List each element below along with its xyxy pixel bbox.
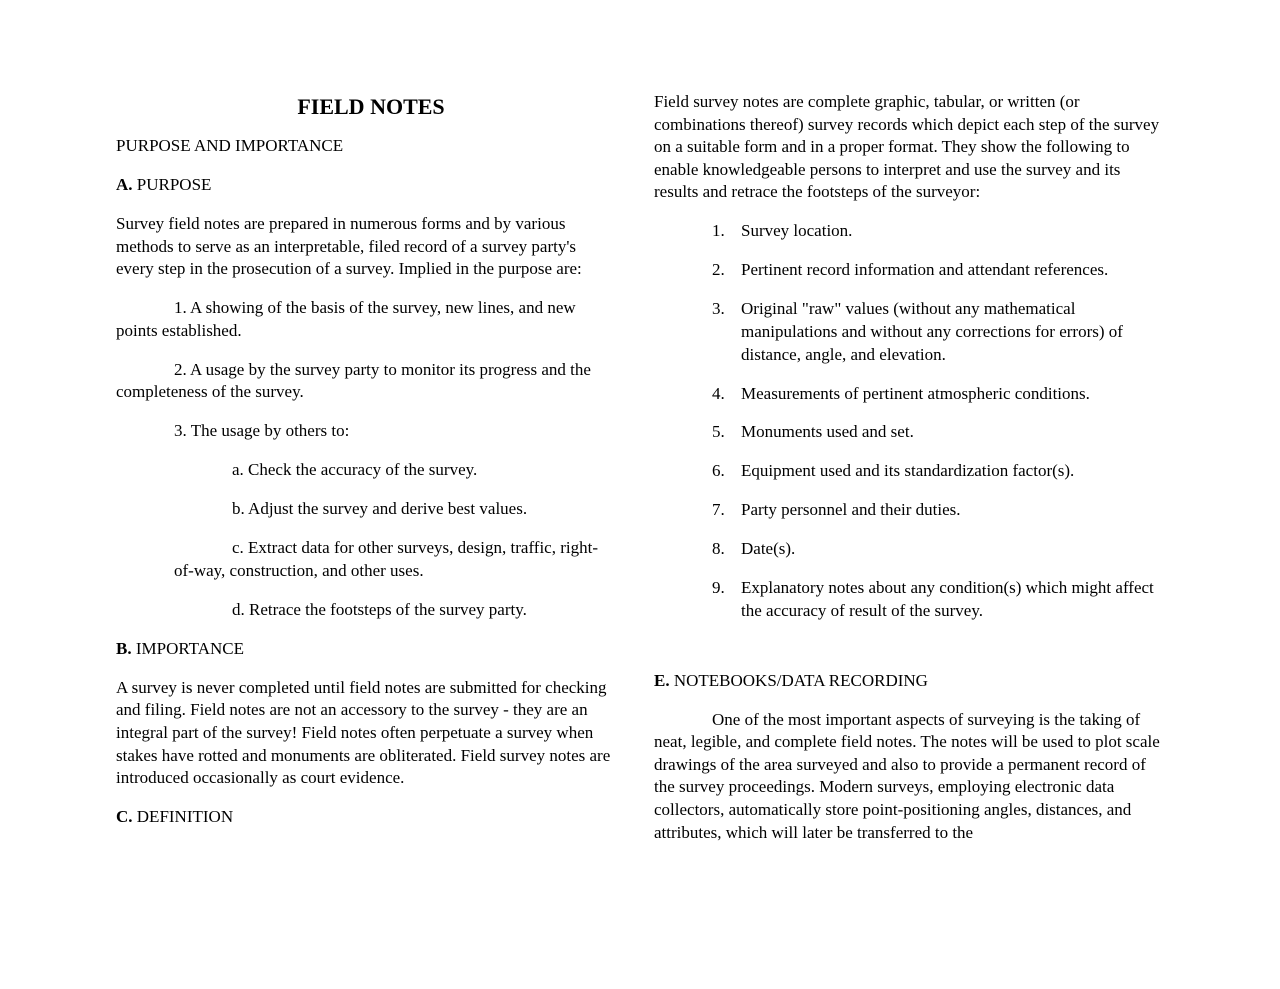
section-b-heading-text: IMPORTANCE [135,638,244,658]
section-a-letter: A. [116,174,133,194]
list-item-text: Pertinent record information and attendant references. [741,260,1109,280]
section-e-heading-text: NOTEBOOKS/DATA RECORDING [673,670,928,690]
list-item [654,259,1162,282]
list-item [654,298,1162,366]
purpose-and-importance-heading: PURPOSE AND IMPORTANCE [116,136,344,155]
purpose-subitem-b: b. Adjust the survey and derive best values. [232,499,528,519]
list-item-text: Survey location. [741,221,853,241]
section-c-letter: C. [116,807,133,827]
list-item [654,499,1162,522]
list-item-number: 8. [712,539,725,559]
purpose-item-2: 2. A usage by the survey party to monitor its progress and the completeness of the survey. [116,359,591,402]
section-a-heading-text: PURPOSE [136,174,212,194]
list-item-number: 5. [712,422,725,442]
section-b-letter: B. [116,638,132,658]
list-item [654,220,1162,243]
left-column [116,91,616,829]
list-item-text: Equipment used and its standardization factor(s). [741,461,1075,481]
list-item-text: Measurements of pertinent atmospheric conditions. [741,383,1090,403]
section-c-heading-text: DEFINITION [136,807,234,827]
list-item [654,538,1162,561]
list-item-text: Monuments used and set. [741,422,914,442]
purpose-subitem-c: c. Extract data for other surveys, design, traffic, right-of-way, construction, and other uses. [174,538,598,580]
section-a-heading [116,174,616,197]
list-item-number: 1. [712,221,725,241]
list-item [654,421,1162,444]
field-notes-contents-list [654,220,1162,622]
list-item-number: 9. [712,578,725,598]
importance-paragraph: A survey is never completed until field notes are submitted for checking and filing. Field notes are not an accessory to the survey - they are an integral part of the survey! Field notes often perpetuate a survey when stakes have rotted and monuments are obliterated. Field survey notes are introduced occasionally as court evidence. [116,677,611,788]
list-item-number: 4. [712,383,725,403]
list-item [654,577,1162,622]
section-e-letter: E. [654,670,670,690]
list-item-text: Date(s). [741,539,796,559]
purpose-subitem-d: d. Retrace the footsteps of the survey party. [232,599,527,619]
notebooks-paragraph: One of the most important aspects of surveying is the taking of neat, legible, and complete field notes. The notes will be used to plot scale drawings of the area surveyed and also to provide a permanent record of the survey proceedings. Modern surveys, employing electronic data collectors, automatically store point-positioning angles, distances, and attributes, which will later be transferred to the [654,709,1160,842]
purpose-item-3: 3. The usage by others to: [174,421,350,441]
purpose-item-1: 1. A showing of the basis of the survey, new lines, and new points established. [116,298,576,340]
list-item-text: Party personnel and their duties. [741,500,961,520]
section-e-heading [654,670,1162,693]
purpose-intro-paragraph: Survey field notes are prepared in numerous forms and by various methods to serve as an interpretable, filed record of a survey party's every step in the prosecution of a survey. Implied in the purpose are: [116,213,582,279]
right-column [654,91,1162,844]
page-title: FIELD NOTES [297,94,445,119]
list-item-text: Explanatory notes about any condition(s) which might affect the accuracy of result of the survey. [741,578,1154,621]
section-c-heading [116,806,616,829]
list-item-number: 3. [712,299,725,319]
list-item-number: 7. [712,500,725,520]
definition-paragraph: Field survey notes are complete graphic, tabular, or written (or combinations thereof) survey records which depict each step of the survey on a suitable form and in a proper format. They show the following to enable knowledgeable persons to interpret and use the survey and its results and retrace the footsteps of the surveyor: [654,92,1160,202]
list-item-number: 6. [712,461,725,481]
list-item [654,383,1162,406]
list-item [654,460,1162,483]
section-b-heading [116,638,616,661]
list-item-text: Original "raw" values (without any mathematical manipulations and without any corrections for errors) of distance, angle, and elevation. [741,299,1123,364]
list-item-number: 2. [712,260,725,280]
purpose-subitem-a: a. Check the accuracy of the survey. [232,460,478,480]
